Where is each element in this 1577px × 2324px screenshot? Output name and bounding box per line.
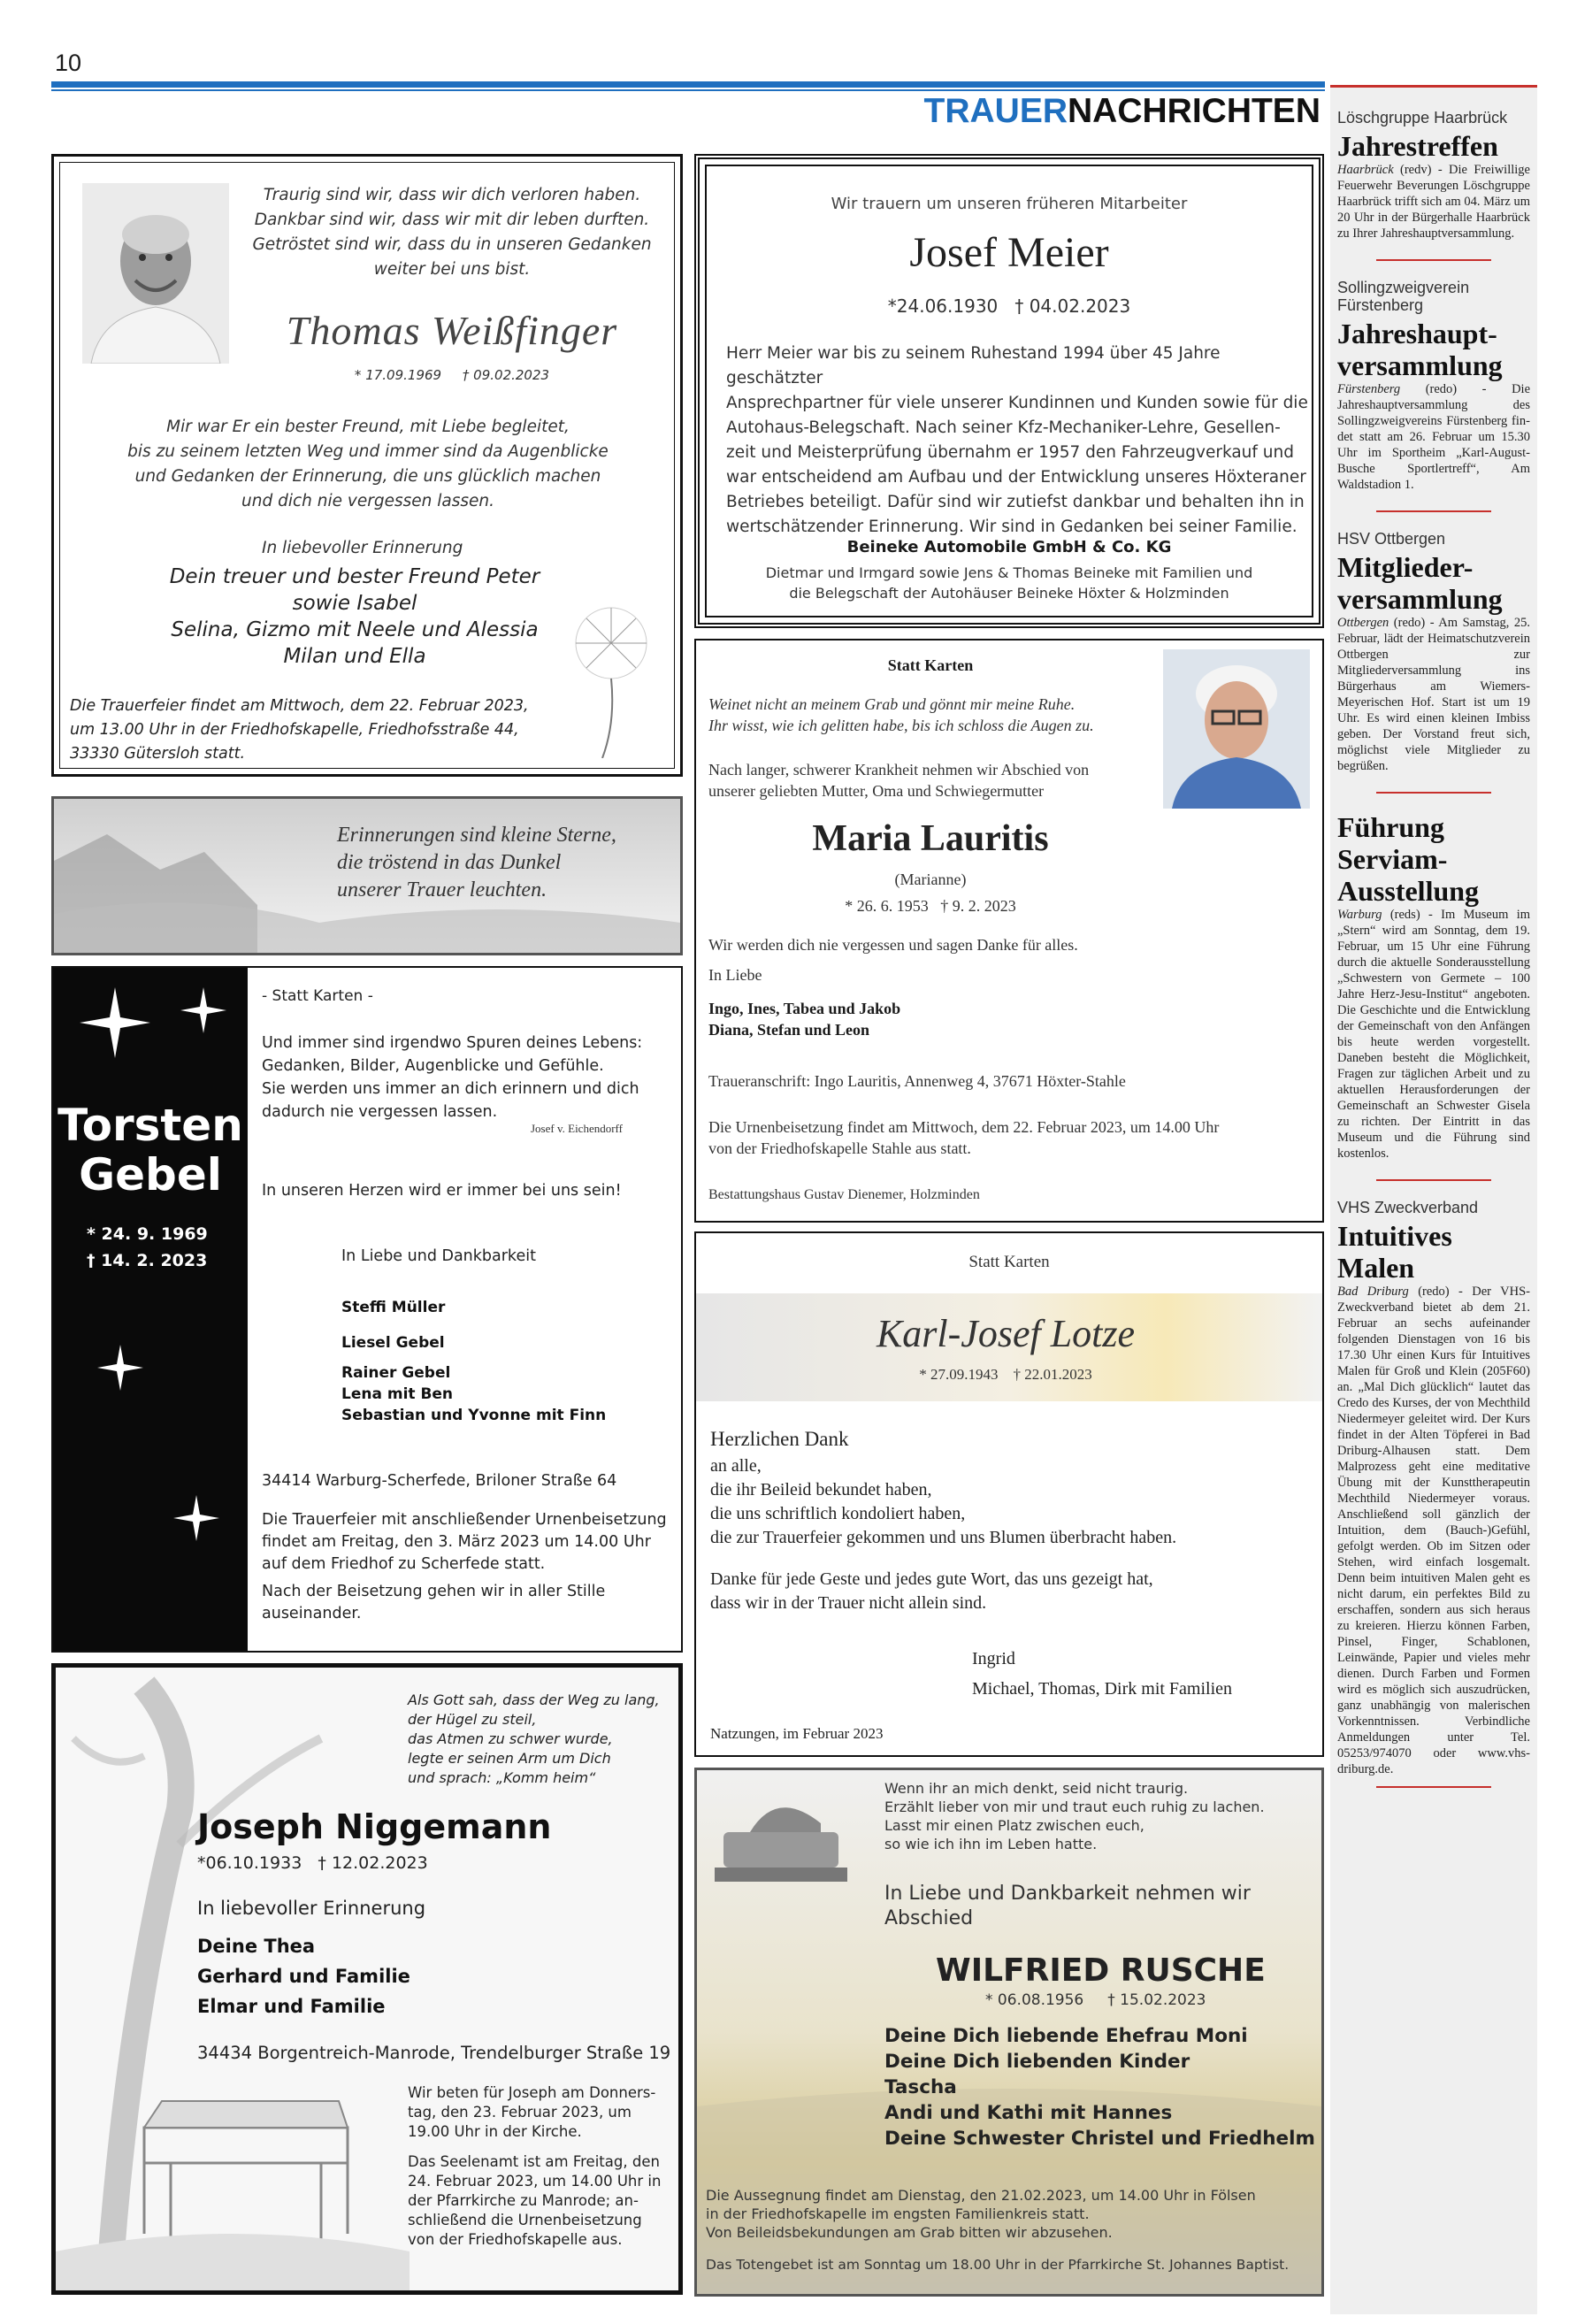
farewell-line: In Liebe und Dankbarkeit nehmen wir (884, 1883, 1251, 1905)
header-statt-karten: - Statt Karten - (262, 987, 373, 1005)
life-dates: *06.10.1933 † 12.02.2023 (197, 1853, 428, 1873)
memory-line: In liebevoller Erinnerung (197, 1898, 426, 1919)
funeral-line: Die Trauerfeier mit anschließender Urnenbeisetzung (262, 1511, 667, 1529)
quote-line: Ihr wisst, wie ich gelitten habe, bis ich schloss die Augen zu. (708, 717, 1094, 734)
poem-line: das Atmen zu schwer wurde, (408, 1730, 613, 1747)
text-line: Wir werden dich nie vergessen und sagen Danke für alles. (708, 936, 1078, 954)
article-place: Ottbergen (1337, 616, 1389, 630)
funeral-line: Nach der Beisetzung gehen wir in aller Stille (262, 1583, 606, 1600)
poem-line: Gedanken, Bilder, Augenblicke und Gefühle. (262, 1057, 604, 1075)
prayer-line: Das Totengebet ist am Sonntag um 18.00 Uhr in der Pfarrkirche St. Johannes Baptist. (706, 2257, 1290, 2273)
heart-line: In unseren Herzen wird er immer bei uns sein! (262, 1182, 622, 1200)
thanks-line: die uns schriftlich kondoliert haben, (710, 1504, 966, 1523)
prayer-line: 19.00 Uhr in der Kirche. (408, 2123, 582, 2140)
born-line: * 24. 9. 1969 (87, 1224, 208, 1244)
article-separator (1376, 259, 1491, 261)
article-body: Warburg (reds) - Im Museum im „Stern“ wird am Sonntag, dem 19. Februar, um 15 Uhr eine Führung durch die aktuelle Sonderausstellung „Schwestern von Germete – 100 Jahre Herz-Jesu-Institut“ angeboten. Die Geschichte und die Entwicklung der Gemeinschaft von den Anfängen bis heute werden vorgestellt. Daneben besteht die Möglichkeit, Fragen zur täglichen Arbeit und zu aktuellen Herausforderungen der Gemeinschaft an Schwester Gisela zu richten. Der Eintritt in das Museum und die Führung sind kostenlos. (1337, 908, 1530, 1161)
article-headline: Intuitives (1337, 1220, 1452, 1252)
verse-line: Getröstet sind wir, dass du in unseren Gedanken (252, 235, 652, 254)
header-statt-karten: Statt Karten (887, 656, 974, 674)
article-headline: Malen (1337, 1252, 1415, 1284)
text-line: und dich nie vergessen lassen. (241, 492, 494, 510)
article-headline: Jahreshaupt- (1337, 318, 1497, 349)
obituary-niggemann (51, 1663, 683, 2295)
header-rule-thin (51, 89, 1325, 91)
family-line: sowie Isabel (292, 592, 417, 615)
poem-line: legte er seinen Arm um Dich (408, 1750, 611, 1767)
article-separator (1376, 1179, 1491, 1181)
signer-line: Dietmar und Irmgard sowie Jens & Thomas Beineke mit Familien und (765, 564, 1253, 581)
address-line: 34414 Warburg-Scherfede, Briloner Straße 64 (262, 1472, 617, 1490)
article-headline: versammlung (1337, 583, 1503, 615)
life-dates: *24.06.1930 † 04.02.2023 (887, 295, 1131, 317)
article-place: Warburg (1337, 908, 1382, 922)
deceased-name: Josef Meier (909, 229, 1109, 276)
verse-line: Traurig sind wir, dass wir dich verloren haben. (263, 186, 641, 204)
address-line: 34434 Borgentreich-Manrode, Trendelburger Straße 19 (197, 2043, 671, 2063)
funeral-line: Von Beileidsbekundungen am Grab bitten wir abzusehen. (706, 2224, 1113, 2241)
family-line: Milan und Ella (283, 645, 426, 668)
article-kicker: Sollingzweigverein Fürstenberg (1337, 279, 1470, 314)
text-line: und Gedanken der Erinnerung, die uns glücklich machen (134, 467, 601, 486)
text-line: Autohaus-Belegschaft. Nach seiner Kfz-Mechaniker-Lehre, Gesellen- (726, 418, 1281, 437)
thanks-line: die zur Trauerfeier gekommen und uns Blumen überbracht haben. (710, 1528, 1177, 1547)
poem-author: Josef v. Eichendorff (531, 1122, 623, 1135)
obituary-lotze (694, 1231, 1324, 1757)
sidebar-article (1337, 811, 1530, 1162)
poem-line: Erzählt lieber von mir und traut euch ruhig zu lachen. (884, 1799, 1265, 1815)
article-kicker: VHS Zweckverband (1337, 1199, 1479, 1216)
deceased-name: Maria Lauritis (812, 818, 1049, 859)
obituary-rusche (694, 1768, 1324, 2297)
funeral-line: auseinander. (262, 1605, 362, 1622)
burial-line: von der Friedhofskapelle Stahle aus statt. (708, 1139, 971, 1157)
text-line: Herr Meier war bis zu seinem Ruhestand 1994 über 45 Jahre geschätzter (726, 344, 1221, 387)
poem-line: dadurch nie vergessen lassen. (262, 1103, 498, 1121)
article-separator (1376, 792, 1491, 794)
funeral-line: Die Trauerfeier findet am Mittwoch, dem 22. Februar 2023, (70, 697, 529, 715)
article-headline: Jahrestreffen (1337, 130, 1498, 162)
sidebar-article (1337, 109, 1530, 242)
deceased-name: Joseph Niggemann (197, 1807, 552, 1846)
news-sidebar (1330, 85, 1537, 2314)
article-body: Fürstenberg (redo) - Die Jahreshauptversammlung des Sollingzweigvereins Fürstenberg fin-det statt am 26. Februar um 15.30 Uhr im Sportheim „Karl-August-Busche Sportlertreff“, Am Waldstadion 1. (1337, 382, 1530, 492)
poem-line: Und immer sind irgendwo Spuren deines Lebens: (262, 1034, 643, 1052)
quote-box (51, 796, 683, 955)
text-line: war entscheidend am Aufbau und der Entwicklung unseres Höxteraner (726, 468, 1306, 487)
poem-line: Wenn ihr an mich denkt, seid nicht traurig. (884, 1780, 1189, 1797)
family-line: Liesel Gebel (341, 1334, 445, 1352)
verse-line: Dankbar sind wir, dass wir mit dir leben durften. (254, 211, 650, 229)
header-statt-karten: Statt Karten (968, 1253, 1050, 1271)
gesture-line: Danke für jede Geste und jedes gute Wort, das uns gezeigt hat, (710, 1569, 1153, 1589)
burial-line: Die Urnenbeisetzung findet am Mittwoch, dem 22. Februar 2023, um 14.00 Uhr (708, 1118, 1220, 1136)
mass-line: von der Friedhofskapelle aus. (408, 2231, 623, 2248)
sidebar-article (1337, 530, 1530, 774)
family-line: Deine Dich liebenden Kinder (884, 2051, 1190, 2073)
header-rule (51, 81, 1325, 88)
life-dates: * 06.08.1956 † 15.02.2023 (985, 1991, 1206, 2009)
obituary-lauritis (694, 639, 1324, 1223)
poem-line: Als Gott sah, dass der Weg zu lang, (408, 1691, 660, 1708)
thanks-title: Herzlichen Dank (710, 1428, 849, 1450)
funeral-line: in der Friedhofskapelle im engsten Familienkreis statt. (706, 2205, 1090, 2222)
thanks-line: In Liebe und Dankbarkeit (341, 1247, 536, 1265)
family-line: Ingo, Ines, Tabea und Jakob (708, 1000, 901, 1017)
text-line: Ansprechpartner für viele unserer Kundinnen und Kunden sowie für die (726, 394, 1308, 412)
mass-line: schließend die Urnenbeisetzung (408, 2212, 642, 2228)
family-line: Gerhard und Familie (197, 1966, 410, 1987)
family-line: Andi und Kathi mit Hannes (884, 2102, 1173, 2124)
family-line: Deine Thea (197, 1936, 316, 1957)
article-headline: Mitglieder- (1337, 551, 1474, 583)
obituary-gebel (51, 966, 683, 1653)
verse-line: weiter bei uns bist. (373, 260, 531, 279)
family-line: Elmar und Familie (197, 1996, 386, 2017)
portrait-photo (1163, 649, 1310, 809)
signer-line: Ingrid (972, 1649, 1015, 1668)
text-line: Betriebes beteiligt. Dafür sind wir zutiefst dankbar und behalten ihn in (726, 493, 1305, 511)
family-line: Rainer Gebel (341, 1364, 451, 1382)
quote-line: Erinnerungen sind kleine Sterne, (337, 824, 616, 847)
deceased-name: WILFRIED RUSCHE (936, 1952, 1266, 1989)
funeral-line: 33330 Gütersloh statt. (70, 745, 246, 763)
family-line: Selina, Gizmo mit Neele und Alessia (171, 618, 539, 641)
thanks-line: die ihr Beileid bekundet haben, (710, 1480, 932, 1499)
poem-line: so wie ich ihn im Leben hatte. (884, 1836, 1098, 1852)
signer-line: die Belegschaft der Autohäuser Beineke Höxter & Holzminden (789, 585, 1229, 602)
article-separator (1376, 510, 1491, 512)
page-number: 10 (55, 50, 82, 76)
obituary-weissfinger (51, 154, 683, 777)
died-line: † 14. 2. 2023 (87, 1251, 208, 1270)
funeral-line: um 13.00 Uhr in der Friedhofskapelle, Friedhofsstraße 44, (70, 721, 519, 739)
prayer-line: tag, den 23. Februar 2023, um (408, 2104, 632, 2121)
place-line: Natzungen, im Februar 2023 (710, 1725, 884, 1742)
funeral-line: Die Aussegnung findet am Dienstag, den 21.02.2023, um 14.00 Uhr in Fölsen (706, 2187, 1256, 2204)
address-line: Traueranschrift: Ingo Lauritis, Annenweg 4, 37671 Höxter-Stahle (708, 1072, 1126, 1090)
name-line: Gebel (79, 1149, 222, 1200)
article-kicker: Löschgruppe Haarbrück (1337, 109, 1508, 127)
life-dates: * 26. 6. 1953 † 9. 2. 2023 (845, 897, 1016, 915)
article-headline: versammlung (1337, 349, 1503, 381)
section-title-part2: NACHRICHTEN (1068, 92, 1321, 130)
family-line: Sebastian und Yvonne mit Finn (341, 1407, 607, 1424)
undertaker-line: Bestattungshaus Gustav Dienemer, Holzminden (708, 1187, 980, 1202)
black-sidebar (53, 968, 248, 1651)
name-line: Torsten (57, 1100, 243, 1151)
funeral-line: findet am Freitag, den 3. März 2023 um 14.00 Uhr (262, 1533, 651, 1551)
poem-line: der Hügel zu steil, (408, 1711, 537, 1728)
company-name: Beineke Automobile GmbH & Co. KG (846, 538, 1172, 556)
article-headline: Ausstellung (1337, 875, 1480, 907)
star-icon (71, 978, 239, 1067)
article-headline: Serviam- (1337, 843, 1448, 875)
quote-line: unserer Trauer leuchten. (337, 878, 547, 901)
poem-line: und sprach: „Komm heim“ (408, 1769, 596, 1786)
love-line: In Liebe (708, 966, 762, 984)
article-headline: Führung (1337, 811, 1444, 843)
sidebar-article (1337, 1199, 1530, 1777)
article-place: Bad Driburg (1337, 1285, 1409, 1299)
star-icon (170, 1492, 223, 1545)
obituary-meier (694, 154, 1324, 628)
quote-line: die tröstend in das Dunkel (337, 851, 562, 874)
prayer-line: Wir beten für Joseph am Donners- (408, 2084, 656, 2101)
intro-line: Nach langer, schwerer Krankheit nehmen wir Abschied von (708, 761, 1090, 779)
mass-line: 24. Februar 2023, um 14.00 Uhr in (408, 2173, 662, 2190)
thanks-line: an alle, (710, 1456, 762, 1476)
nickname: (Marianne) (894, 871, 967, 888)
deceased-name: Karl-Josef Lotze (876, 1312, 1136, 1355)
family-line: Dein treuer und bester Freund Peter (169, 565, 540, 588)
text-line: Mir war Er ein bester Freund, mit Liebe begleitet, (166, 418, 570, 436)
text-line: wertschätzender Erinnerung. Wir sind in Gedanken bei seiner Familie. (726, 518, 1298, 536)
deceased-name: Thomas Weißfinger (286, 308, 618, 353)
quote-line: Weinet nicht an meinem Grab und gönnt mir meine Ruhe. (708, 695, 1076, 713)
section-title-part1: TRAUER (923, 92, 1068, 130)
intro-line: unserer geliebten Mutter, Oma und Schwiegermutter (708, 782, 1045, 800)
intro-line: Wir trauern um unseren früheren Mitarbeiter (831, 195, 1188, 213)
funeral-line: auf dem Friedhof zu Scherfede statt. (262, 1555, 546, 1573)
family-line: Diana, Stefan und Leon (708, 1021, 870, 1039)
life-dates: * 27.09.1943 † 22.01.2023 (919, 1366, 1092, 1383)
life-dates: * 17.09.1969 † 09.02.2023 (354, 367, 550, 383)
star-icon (94, 1341, 147, 1394)
family-line: Deine Dich liebende Ehefrau Moni (884, 2025, 1248, 2047)
poem-line: Sie werden uns immer an dich erinnern und dich (262, 1080, 639, 1098)
portrait-photo (82, 183, 229, 364)
article-body: Ottbergen (redo) - Am Samstag, 25. Februar, lädt der Heimatschutzverein Ottbergen zur Mitgliederversammlung ins Bürgerhaus am Wiemers-Meyerischen Hof. Start ist um 19 Uhr. Es wird einen kleinen Imbiss geben. Der Vorstand freut sich, möglichst viele Mitglieder zu begrüßen. (1337, 616, 1530, 773)
mass-line: der Pfarrkirche zu Manrode; an- (408, 2192, 639, 2209)
article-place: Haarbrück (1337, 163, 1394, 177)
text-line: zeit und Meisterprüfung übernahm er 1957 den Fahrzeugverkauf und (726, 443, 1294, 462)
article-body: Bad Driburg (redo) - Der VHS-Zweckverband bietet ab dem 21. Februar an sechs aufeinander folgenden Dienstagen von 16 bis 17.30 Uhr einen Kurs für Intuitives Malen für Groß und Klein (205F60) an. „Mal Dich glücklich“ lautet das Credo des Kurses, der von Mechthild Niedermeyer geleitet wird. Der Kurs findet in der Alten Töpferei in Bad Driburg-Alhausen statt. Dem Malprozess geht eine meditative Übung mit der Kunsttherapeutin Mechthild Niedermeyer voraus. Anschließend soll gänzlich der Intuition, dem (Bauch-)Gefühl, gefolgt werden. Ob im Sitzen oder Stehen, wird einfach losgemalt. Denn beim intuitiven Malen geht es nicht darum, ein perfektes Bild zu erschaffen, sondern aus sich heraus zu kreieren. Hierzu können Farben, Pinsel, Finger, Schablonen, Leinwände, Papier und vieles mehr dienen. Durch Farben und Formen wird es möglich sich auszudrücken, ganz unabhängig von malerischen Vorkenntnissen. Verbindliche Anmeldungen unter Tel. 05253/974070 oder www.vhs-driburg.de. (1337, 1285, 1531, 1776)
memory-line: In liebevoller Erinnerung (262, 539, 463, 557)
gesture-line: dass wir in der Trauer nicht allein sind. (710, 1593, 987, 1613)
article-place: Fürstenberg (1337, 382, 1401, 396)
section-title (924, 92, 1321, 131)
article-separator (1376, 1786, 1491, 1788)
farewell-line: Abschied (884, 1907, 974, 1929)
article-body: Haarbrück (redv) - Die Freiwillige Feuerwehr Beverungen Löschgruppe Haarbrück trifft sich am 04. März um 20 Uhr in der Bürgerhalle Haarbrück zu Ihrer Jahreshauptversammlung. (1337, 163, 1530, 241)
signer-line: Michael, Thomas, Dirk mit Familien (972, 1679, 1233, 1699)
family-line: Tascha (884, 2076, 957, 2098)
mass-line: Das Seelenamt ist am Freitag, den (408, 2153, 660, 2170)
sidebar-article (1337, 279, 1530, 493)
text-line: bis zu seinem letzten Weg und immer sind da Augenblicke (127, 442, 609, 461)
poem-line: Lasst mir einen Platz zwischen euch, (884, 1817, 1144, 1834)
family-line: Lena mit Ben (341, 1385, 454, 1403)
article-kicker: HSV Ottbergen (1337, 530, 1446, 548)
family-line: Steffi Müller (341, 1299, 446, 1316)
family-line: Deine Schwester Christel und Friedhelm (884, 2128, 1315, 2150)
